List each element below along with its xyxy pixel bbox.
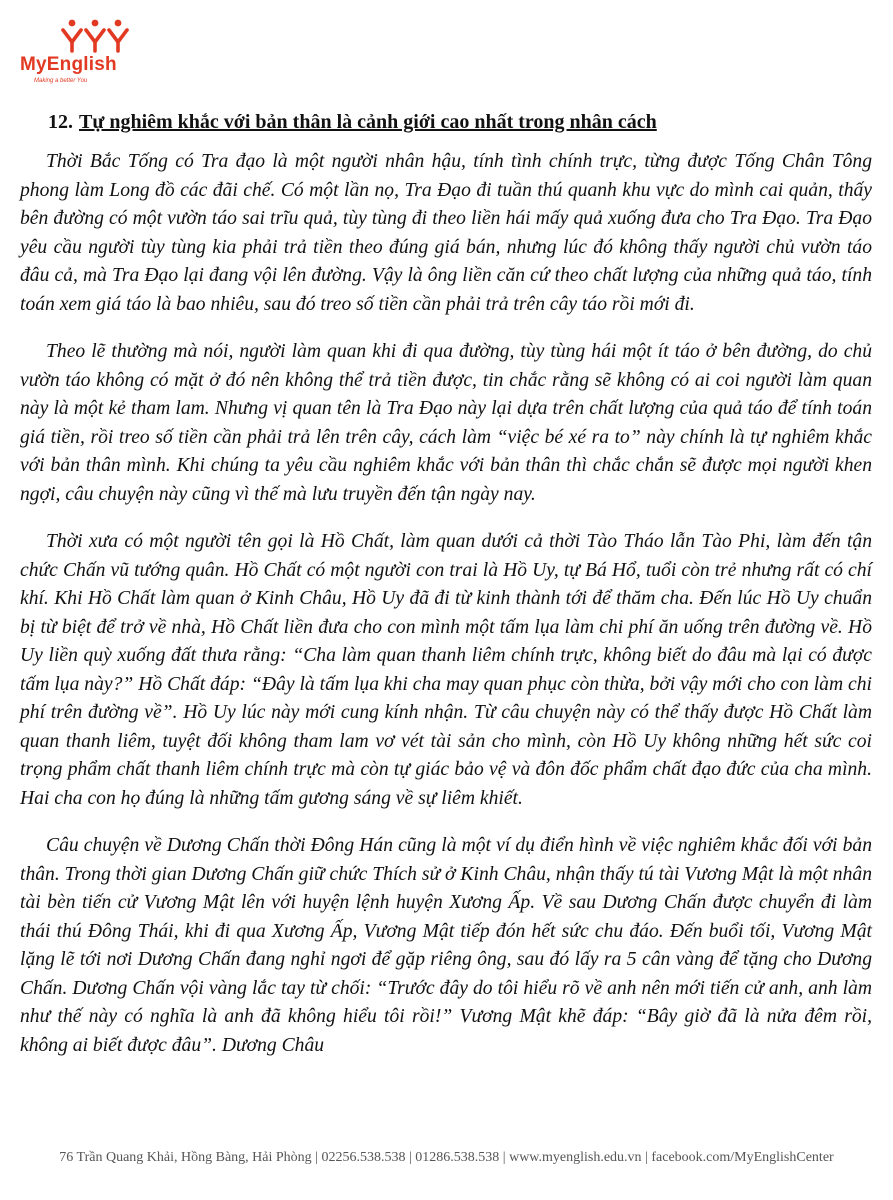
logo-tagline: Making a better You [34, 78, 88, 84]
paragraph: Theo lẽ thường mà nói, người làm quan khi đi qua đường, tùy tùng hái một ít táo ở bên đường, do chủ vườn táo không có mặt ở đó nên không thể trả tiền được, tin chắc rằng sẽ không có ai coi người làm quan này là một kẻ tham lam. Nhưng vị quan tên là Tra Đạo này lại dựa trên chất lượng của quả táo để tính toán giá tiền, rồi treo số tiền cần phải trả lên trên cây, cách làm “việc bé xé ra to” này chính là tự nghiêm khắc với bản thân mình. Khi chúng ta yêu cầu nghiêm khắc với bản thân thì chắc chắn sẽ được mọi người khen ngợi, câu chuyện này cũng vì thế mà lưu truyền đến tận ngày nay. [20, 341, 872, 505]
logo-name: MyEnglish [20, 54, 117, 75]
brand-logo [20, 18, 170, 90]
paragraph: Câu chuyện về Dương Chấn thời Đông Hán cũng là một ví dụ điển hình về việc nghiêm khắc đối với bản thân. Trong thời gian Dương Chấn giữ chức Thích sử ở Kinh Châu, nhận thấy tú tài Vương Mật là một nhân tài bèn tiến cử Vương Mật lên với huyện lệnh huyện Xương Ấp. Về sau Dương Chấn được chuyển đi làm thái thú Đông Thái, khi đi qua Xương Ấp, Vương Mật tiếp đón hết sức chu đáo. Đến buổi tối, Vương Mật lặng lẽ tới nơi Dương Chấn đang nghỉ ngơi để gặp riêng ông, sau đó lấy ra 5 cân vàng để tặng cho Dương Chấn. Dương Chấn vội vàng lắc tay từ chối: “Trước đây do tôi hiểu rõ về anh nên mới tiến cử anh, anh làm như thế này có nghĩa là anh đã không hiểu tôi rồi!” Vương Mật khẽ đáp: “Bây giờ đã là nửa đêm rồi, không ai biết được đâu”. Dương Châu [20, 835, 872, 1056]
logo-people-icon [60, 18, 130, 54]
heading-number: 12. [48, 111, 73, 133]
paragraph: Thời Bắc Tống có Tra đạo là một người nhân hậu, tính tình chính trực, từng được Tống Chân Tông phong làm Long đồ các đãi chế. Có một lần nọ, Tra Đạo đi tuần thú quanh khu vực do mình cai quản, thấy bên đường có một vườn táo sai trĩu quả, tùy tùng đi theo liền hái mấy quả xuống đưa cho Tra Đạo. Tra Đạo yêu cầu người tùy tùng kia phải trả tiền theo đúng giá bán, nhưng lúc đó không thấy người chủ vườn táo đâu cả, mà Tra Đạo lại đang vội lên đường. Vậy là ông liền căn cứ theo chất lượng của những quả táo, tính toán xem giá táo là bao nhiêu, sau đó treo số tiền cần phải trả trên cây táo rồi mới đi. [20, 151, 872, 315]
paragraph: Thời xưa có một người tên gọi là Hồ Chất, làm quan dưới cả thời Tào Tháo lẫn Tào Phi, làm đến tận chức Chấn vũ tướng quân. Hồ Chất có một người con trai là Hồ Uy, tự Bá Hổ, tuổi còn trẻ nhưng rất có chí khí. Khi Hồ Chất làm quan ở Kinh Châu, Hồ Uy đã đi từ kinh thành tới để thăm cha. Đến lúc Hồ Uy chuẩn bị từ biệt để trở về nhà, Hồ Chất liền đưa cho con mình một tấm lụa làm chi phí ăn uống trên đường về. Hồ Uy liền quỳ xuống đất thưa rằng: “Cha làm quan thanh liêm chính trực, không biết do đâu mà lại có được tấm lụa này?” Hồ Chất đáp: “Đây là tấm lụa khi cha may quan phục còn thừa, bởi vậy mới cho con làm chi phí trên đường về”. Hồ Uy lúc này mới cung kính nhận. Từ câu chuyện này có thể thấy được Hồ Chất làm quan thanh liêm, tuyệt đối không tham lam vơ vét tài sản cho mình, còn Hồ Uy không những hết sức coi trọng phẩm chất thanh liêm chính trực mà còn tự giác bảo vệ và đôn đốc phẩm chất đạo đức của cha mình. Hai cha con họ đúng là những tấm gương sáng về sự liêm khiết. [20, 531, 872, 809]
article-body [20, 148, 872, 1079]
section-heading [48, 108, 868, 136]
page-footer: 76 Trần Quang Khải, Hồng Bàng, Hải Phòng | 02256.538.538 | 01286.538.538 | www.myenglish.edu.vn | facebook.com/MyEnglishCenter [59, 1150, 834, 1165]
heading-title: Tự nghiêm khắc với bản thân là cảnh giới cao nhất trong nhân cách [79, 111, 657, 133]
